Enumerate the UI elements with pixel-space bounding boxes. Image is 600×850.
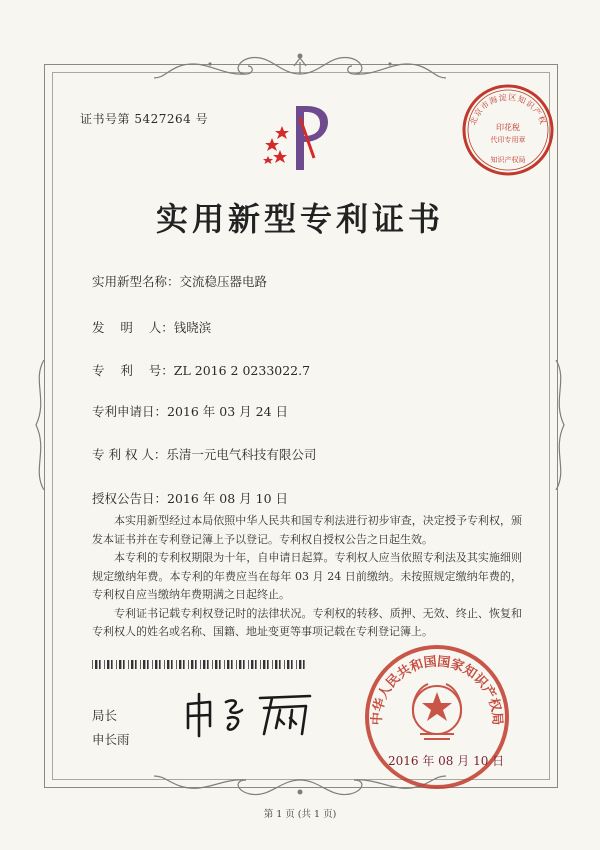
patent-value: ZL 2016 2 0233022.7 (173, 363, 311, 378)
signer-name: 申长雨 (92, 732, 130, 747)
patent-label: 专 利 号： (92, 363, 174, 378)
cert-number-label: 证书号第 (80, 112, 131, 126)
right-ornament-icon (550, 360, 570, 490)
holder-label: 专 利 权 人： (92, 447, 167, 462)
pubdate-value: 2016 年 08 月 10 日 (167, 491, 289, 506)
body-paragraph-1: 本实用新型经过本局依照中华人民共和国专利法进行初步审查，决定授予专利权，颁发本证书并在专利登记簿上予以登记。专利权自授权公告之日起生效。 (92, 514, 522, 546)
agency-seal-center-1: 印花税 (496, 123, 520, 132)
body-paragraph-2: 本专利的专利权期限为十年，自申请日起算。专利权人应当依照专利法及其实施细则规定缴纳年费。本专利的年费应当在每年 03 月 24 日前缴纳。未按照规定缴纳年费的，专利权自应当缴纳年费期满之日起终止。 (92, 551, 522, 601)
pubdate-label: 授权公告日： (92, 491, 168, 506)
patent-office-emblem-icon (262, 98, 332, 174)
left-ornament-icon (30, 360, 50, 490)
field-inventor (92, 318, 211, 336)
state-seal-ring-text: 中华人民共和国国家知识产权局 (369, 654, 505, 726)
cert-number-value: 5427264 (134, 112, 192, 126)
signer-title: 局长 (92, 708, 118, 723)
appdate-value: 2016 年 03 月 24 日 (167, 404, 289, 419)
name-value: 交流稳压器电路 (179, 274, 268, 289)
agency-seal-center-2: 代印专用章 (490, 136, 526, 144)
name-label: 实用新型名称： (92, 274, 180, 289)
certificate-body (92, 512, 522, 642)
handwritten-signature-icon (180, 688, 320, 740)
top-ornament-icon (150, 44, 450, 84)
inventor-value: 钱晓滨 (173, 320, 212, 335)
field-utility-model-name (92, 272, 267, 290)
page-number: 第 1 页 (共 1 页) (263, 809, 337, 820)
certificate-number (80, 110, 208, 127)
field-grant-date (92, 489, 288, 507)
certificate-title: 实用新型专利证书 (155, 200, 444, 238)
inventor-label: 发 明 人： (92, 320, 174, 335)
field-patentee (92, 445, 316, 463)
appdate-label: 专利申请日： (92, 404, 168, 419)
field-patent-number (92, 361, 310, 379)
tax-stamp-seal-icon (460, 82, 556, 178)
holder-value: 乐清一元电气科技有限公司 (166, 447, 317, 462)
seal-date: 2016 年 08 月 10 日 (388, 754, 505, 768)
cert-number-suffix: 号 (195, 112, 209, 126)
agency-seal-bottom: 知识产权局 (490, 156, 526, 164)
barcode-icon (92, 660, 308, 669)
state-ip-office-seal-icon (362, 642, 512, 792)
body-paragraph-3: 专利证书记载专利权登记时的法律状况。专利权的转移、质押、无效、终止、恢复和专利权人的姓名或名称、国籍、地址变更等事项记载在专利登记簿上。 (92, 606, 522, 638)
agency-seal-ring-text: 北京市海淀区知识产权 (468, 92, 548, 127)
field-application-date (92, 402, 288, 420)
